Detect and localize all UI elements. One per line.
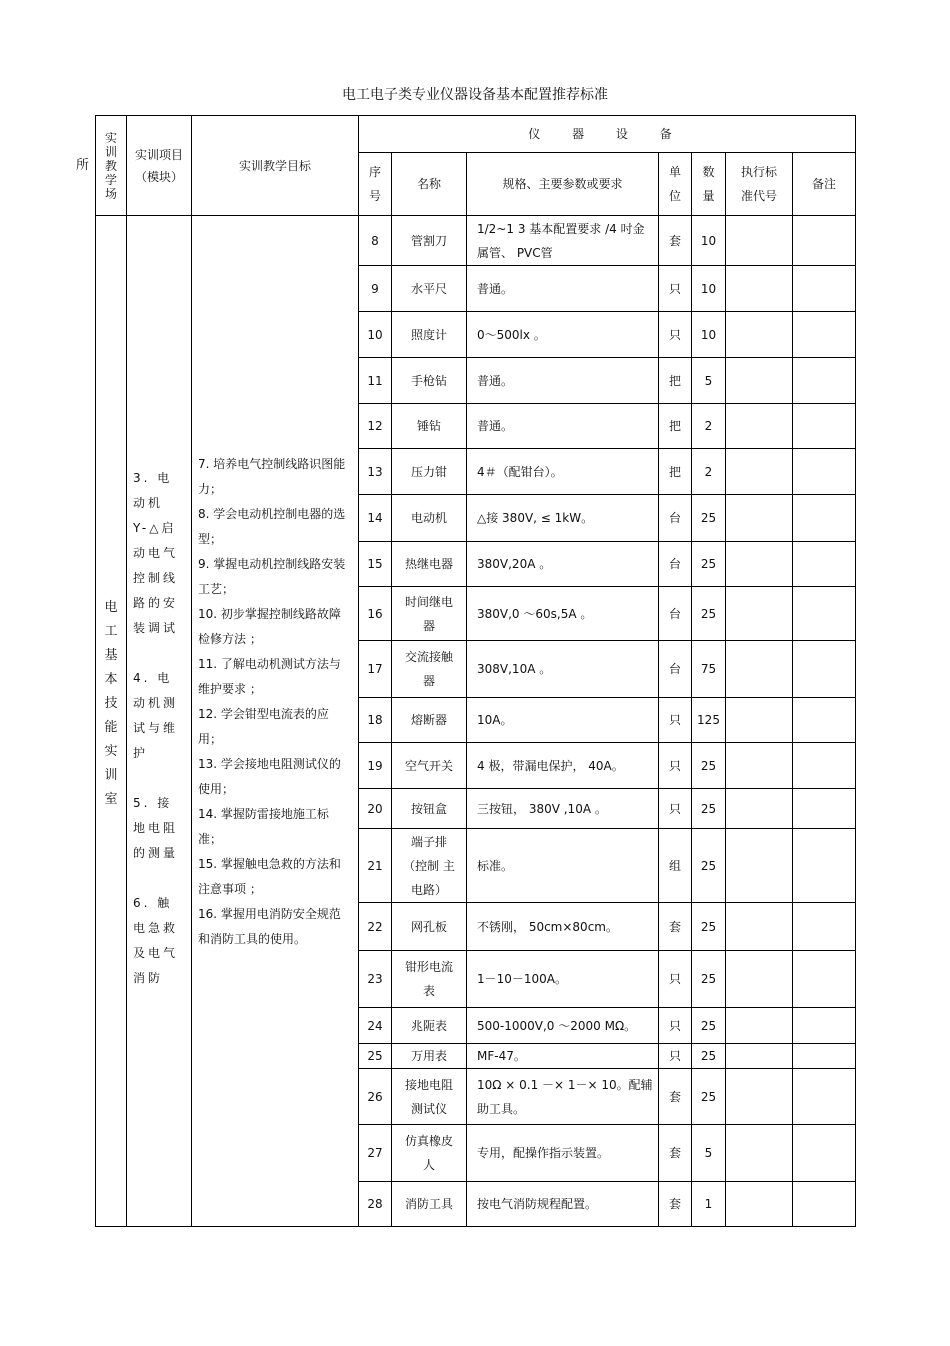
goal-item: 12. 学会钳型电流表的应用；: [198, 707, 329, 746]
cell-standard: [726, 1008, 793, 1044]
cell-remark: [793, 216, 856, 266]
cell-qty: 25: [692, 789, 726, 829]
cell-unit: 台: [659, 542, 692, 587]
cell-standard: [726, 743, 793, 789]
cell-no: 27: [359, 1125, 392, 1182]
header-spec: 规格、主要参数或要求: [467, 153, 659, 216]
cell-remark: [793, 358, 856, 404]
cell-name: 管割刀: [392, 216, 467, 266]
cell-qty: 25: [692, 1008, 726, 1044]
cell-spec: 普通。: [467, 404, 659, 449]
cell-remark: [793, 1069, 856, 1125]
cell-no: 19: [359, 743, 392, 789]
cell-name: 万用表: [392, 1044, 467, 1069]
cell-name: 端子排（控制 主电路）: [392, 829, 467, 903]
cell-remark: [793, 404, 856, 449]
cell-no: 17: [359, 641, 392, 698]
cell-spec: 10A。: [467, 698, 659, 743]
cell-name: 压力钳: [392, 449, 467, 495]
cell-remark: [793, 743, 856, 789]
cell-spec: 专用，配操作指示装置。: [467, 1125, 659, 1182]
cell-qty: 2: [692, 404, 726, 449]
cell-unit: 套: [659, 1069, 692, 1125]
cell-name: 兆阨表: [392, 1008, 467, 1044]
cell-standard: [726, 587, 793, 641]
cell-unit: 台: [659, 587, 692, 641]
venue-text: 电工基本技能实训室: [104, 600, 118, 807]
cell-unit: 台: [659, 495, 692, 542]
cell-remark: [793, 1125, 856, 1182]
goal-item: 9. 掌握电动机控制线路安装工艺；: [198, 557, 346, 596]
cell-remark: [793, 495, 856, 542]
cell-qty: 75: [692, 641, 726, 698]
cell-standard: [726, 698, 793, 743]
cell-remark: [793, 903, 856, 951]
cell-spec: 三按钮， 380V ,10A 。: [467, 789, 659, 829]
cell-spec: 4 极，带漏电保护， 40A。: [467, 743, 659, 789]
goal-item: 14. 掌握防雷接地施工标准；: [198, 807, 329, 846]
cell-unit: 只: [659, 789, 692, 829]
cell-qty: 25: [692, 1044, 726, 1069]
goals-cell: [192, 216, 359, 1227]
cell-unit: 只: [659, 1008, 692, 1044]
cell-name: 仿真橡皮人: [392, 1125, 467, 1182]
venue-name: [96, 216, 127, 1227]
cell-remark: [793, 641, 856, 698]
cell-name: 交流接触器: [392, 641, 467, 698]
cell-unit: 组: [659, 829, 692, 903]
cell-remark: [793, 542, 856, 587]
cell-unit: 只: [659, 266, 692, 312]
cell-qty: 10: [692, 266, 726, 312]
cell-no: 24: [359, 1008, 392, 1044]
cell-no: 12: [359, 404, 392, 449]
cell-name: 手枪钻: [392, 358, 467, 404]
cell-standard: [726, 789, 793, 829]
module-item: 3. 电动机 Y-△启动电气控制线路的安装调试: [133, 471, 179, 635]
cell-name: 接地电阻测试仪: [392, 1069, 467, 1125]
cell-no: 10: [359, 312, 392, 358]
cell-remark: [793, 449, 856, 495]
cell-no: 16: [359, 587, 392, 641]
cell-spec: △接 380V, ≤ 1kW。: [467, 495, 659, 542]
cell-unit: 只: [659, 743, 692, 789]
cell-qty: 25: [692, 587, 726, 641]
cell-name: 水平尺: [392, 266, 467, 312]
cell-name: 热继电器: [392, 542, 467, 587]
header-goal: 实训教学目标: [192, 116, 359, 216]
cell-remark: [793, 1182, 856, 1227]
cell-standard: [726, 903, 793, 951]
cell-spec: 308V,10A 。: [467, 641, 659, 698]
cell-standard: [726, 216, 793, 266]
cell-no: 15: [359, 542, 392, 587]
cell-name: 锤钻: [392, 404, 467, 449]
cell-spec: 普通。: [467, 266, 659, 312]
cell-remark: [793, 789, 856, 829]
cell-spec: 1/2~1 3 基本配置要求 /4 吋金属管、 PVC管: [467, 216, 659, 266]
cell-unit: 只: [659, 951, 692, 1008]
header-remark: 备注: [793, 153, 856, 216]
cell-spec: 500-1000V,0 ～2000 MΩ。: [467, 1008, 659, 1044]
cell-unit: 套: [659, 216, 692, 266]
cell-spec: 1－10－100A。: [467, 951, 659, 1008]
header-equipment: 仪 器 设 备: [359, 116, 856, 153]
cell-unit: 把: [659, 358, 692, 404]
cell-standard: [726, 404, 793, 449]
cell-qty: 5: [692, 1125, 726, 1182]
cell-no: 20: [359, 789, 392, 829]
cell-qty: 25: [692, 1069, 726, 1125]
goal-item: 16. 掌握用电消防安全规范和消防工具的使用。: [198, 907, 341, 946]
cell-qty: 5: [692, 358, 726, 404]
cell-standard: [726, 1125, 793, 1182]
cell-remark: [793, 951, 856, 1008]
cell-no: 26: [359, 1069, 392, 1125]
cell-spec: MF-47。: [467, 1044, 659, 1069]
cell-no: 23: [359, 951, 392, 1008]
cell-standard: [726, 1044, 793, 1069]
cell-no: 13: [359, 449, 392, 495]
cell-qty: 125: [692, 698, 726, 743]
cell-standard: [726, 641, 793, 698]
cell-unit: 把: [659, 449, 692, 495]
cell-unit: 只: [659, 698, 692, 743]
side-label: 所: [76, 158, 90, 173]
cell-standard: [726, 449, 793, 495]
cell-name: 钳形电流表: [392, 951, 467, 1008]
cell-remark: [793, 312, 856, 358]
cell-name: 熔断器: [392, 698, 467, 743]
cell-remark: [793, 1008, 856, 1044]
cell-standard: [726, 951, 793, 1008]
cell-spec: 按电气消防规程配置。: [467, 1182, 659, 1227]
cell-standard: [726, 266, 793, 312]
cell-spec: 标准。: [467, 829, 659, 903]
cell-qty: 25: [692, 829, 726, 903]
table-row: [96, 216, 856, 266]
goal-item: 15. 掌握触电急救的方法和注意事项 ；: [198, 857, 341, 896]
goal-item: 13. 学会接地电阻测试仪的使用；: [198, 757, 341, 796]
module-item: 6. 触电急救及电气消防: [133, 896, 179, 985]
cell-remark: [793, 829, 856, 903]
cell-standard: [726, 312, 793, 358]
goal-item: 11. 了解电动机测试方法与维护要求 ；: [198, 657, 341, 696]
module-item: 4. 电动机测试与维护: [133, 671, 179, 760]
cell-no: 14: [359, 495, 392, 542]
cell-no: 21: [359, 829, 392, 903]
cell-name: 照度计: [392, 312, 467, 358]
header-venue: 实训教学场: [96, 116, 127, 216]
goal-item: 8. 学会电动机控制电器的选型；: [198, 507, 346, 546]
cell-unit: 台: [659, 641, 692, 698]
cell-name: 空气开关: [392, 743, 467, 789]
equipment-table: [95, 115, 856, 1227]
cell-spec: 380V,20A 。: [467, 542, 659, 587]
header-project: 实训项目（模块）: [127, 116, 192, 216]
header-name: 名称: [392, 153, 467, 216]
cell-name: 消防工具: [392, 1182, 467, 1227]
cell-standard: [726, 1069, 793, 1125]
header-no: 序号: [359, 153, 392, 216]
cell-name: 按钮盒: [392, 789, 467, 829]
cell-qty: 10: [692, 312, 726, 358]
cell-unit: 套: [659, 1182, 692, 1227]
modules-cell: [127, 216, 192, 1227]
cell-unit: 把: [659, 404, 692, 449]
cell-remark: [793, 587, 856, 641]
cell-qty: 25: [692, 542, 726, 587]
cell-remark: [793, 1044, 856, 1069]
cell-name: 电动机: [392, 495, 467, 542]
cell-no: 8: [359, 216, 392, 266]
cell-spec: 普通。: [467, 358, 659, 404]
cell-no: 11: [359, 358, 392, 404]
cell-qty: 2: [692, 449, 726, 495]
cell-standard: [726, 542, 793, 587]
cell-unit: 套: [659, 1125, 692, 1182]
cell-no: 28: [359, 1182, 392, 1227]
cell-spec: 4＃（配钳台）。: [467, 449, 659, 495]
cell-unit: 只: [659, 312, 692, 358]
cell-unit: 套: [659, 903, 692, 951]
header-standard: 执行标准代号: [726, 153, 793, 216]
cell-spec: 不锈刚， 50cm×80cm。: [467, 903, 659, 951]
cell-no: 9: [359, 266, 392, 312]
cell-name: 时间继电器: [392, 587, 467, 641]
page-title: 电工电子类专业仪器设备基本配置推荐标准: [342, 87, 608, 103]
cell-no: 18: [359, 698, 392, 743]
goal-item: 10. 初步掌握控制线路故障检修方法 ；: [198, 607, 341, 646]
cell-spec: 380V,0 ～60s,5A 。: [467, 587, 659, 641]
cell-qty: 1: [692, 1182, 726, 1227]
cell-spec: 0～500lx 。: [467, 312, 659, 358]
cell-qty: 10: [692, 216, 726, 266]
cell-unit: 只: [659, 1044, 692, 1069]
cell-qty: 25: [692, 743, 726, 789]
module-item: 5. 接地电阻的测量: [133, 796, 179, 860]
cell-qty: 25: [692, 495, 726, 542]
header-unit: 单位: [659, 153, 692, 216]
cell-no: 25: [359, 1044, 392, 1069]
cell-remark: [793, 266, 856, 312]
cell-standard: [726, 1182, 793, 1227]
header-qty: 数量: [692, 153, 726, 216]
cell-standard: [726, 495, 793, 542]
cell-no: 22: [359, 903, 392, 951]
cell-spec: 10Ω × 0.1 －× 1－× 10。配辅助工具。: [467, 1069, 659, 1125]
cell-standard: [726, 829, 793, 903]
cell-qty: 25: [692, 903, 726, 951]
cell-qty: 25: [692, 951, 726, 1008]
goal-item: 7. 培养电气控制线路识图能力；: [198, 457, 346, 496]
cell-remark: [793, 698, 856, 743]
cell-standard: [726, 358, 793, 404]
cell-name: 网孔板: [392, 903, 467, 951]
